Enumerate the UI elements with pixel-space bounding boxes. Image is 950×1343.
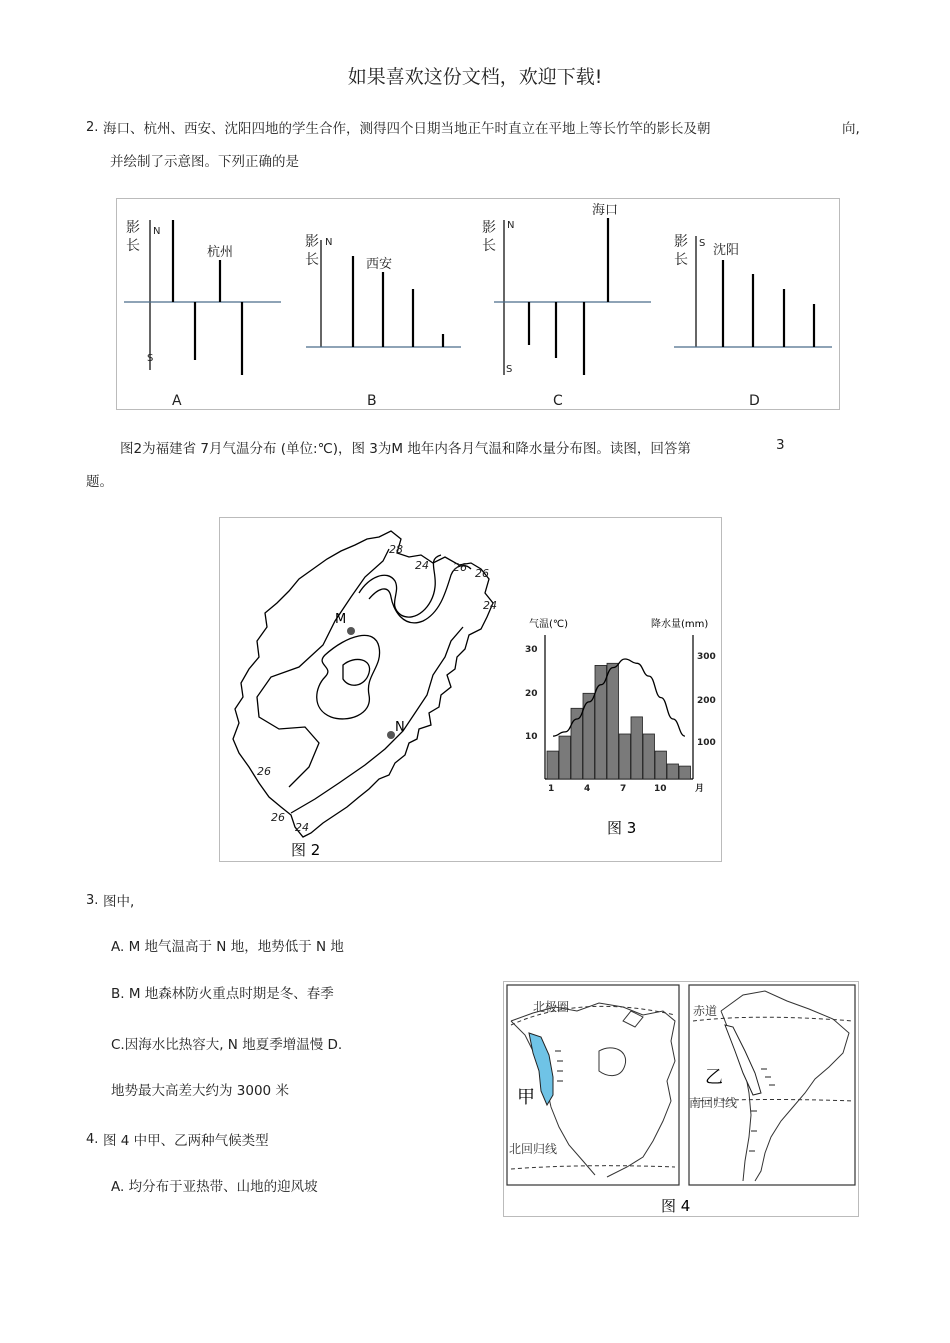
shadow-label-a-2: 长 xyxy=(126,238,140,254)
precipitation-bar xyxy=(667,764,679,779)
figure-4 xyxy=(503,981,859,1217)
precipitation-bar xyxy=(631,717,643,779)
isotherm-label: 24 xyxy=(295,821,309,834)
question-4-number: 4. xyxy=(86,1132,99,1147)
equator-label: 赤道 xyxy=(693,1004,718,1018)
south-label-a: S xyxy=(147,353,154,364)
question-4-stem: 图 4 中甲、乙两种气候类型 xyxy=(103,1133,269,1149)
isotherm-label: 24 xyxy=(483,599,497,612)
figure-3-caption: 图 3 xyxy=(607,819,637,837)
shadow-label-a-1: 影 xyxy=(126,220,140,236)
panel-letter-c: C xyxy=(553,393,563,409)
figure-2-3 xyxy=(219,517,722,862)
city-label-hangzhou: 杭州 xyxy=(207,245,234,260)
shadow-figure xyxy=(116,198,840,410)
panel-letter-b: B xyxy=(367,393,377,409)
x-tick-label: 1 xyxy=(548,784,555,794)
shadow-label-c-2: 长 xyxy=(482,238,496,254)
x-tick-label: 4 xyxy=(584,784,591,794)
question-3-option-d: 地势最大高差大约为 3000 米 xyxy=(111,1083,289,1099)
precipitation-bar xyxy=(679,766,691,779)
shadow-figure-frame xyxy=(117,199,840,410)
question-2-line1: 海口、杭州、西安、沈阳四地的学生合作，测得四个日期当地正午时直立在平地上等长竹竿的影长及朝 xyxy=(103,121,711,137)
point-m-marker xyxy=(347,627,355,635)
isotherm-label: 26 xyxy=(257,765,271,778)
left-tick-label: 10 xyxy=(525,732,538,742)
south-label-c: S xyxy=(506,364,513,375)
left-tick-label: 20 xyxy=(525,689,538,699)
tropic-of-cancer-label: 北回归线 xyxy=(509,1142,558,1156)
intro-line1: 图2为福建省 7月气温分布 (单位:℃)，图 3为M 地年内各月气温和降水量分布图。读图，回答第 xyxy=(120,441,691,457)
isotherm-label: 26 xyxy=(271,811,285,824)
point-n-marker xyxy=(387,731,395,739)
label-yi: 乙 xyxy=(705,1067,723,1088)
right-axis-label: 降水量(mm) xyxy=(651,619,709,630)
question-3-option-c: C.因海水比热容大, N 地夏季增温慢 D. xyxy=(111,1037,343,1053)
isotherm-label: 26 xyxy=(453,561,467,574)
precipitation-bar xyxy=(619,734,631,779)
north-label-a: N xyxy=(153,226,161,237)
left-tick-label: 30 xyxy=(525,645,538,655)
figure-4-caption: 图 4 xyxy=(661,1197,691,1215)
precipitation-bar xyxy=(643,734,655,779)
isotherm-label: 24 xyxy=(415,559,429,572)
intro-question-number: 3 xyxy=(776,437,785,453)
question-2-number: 2. xyxy=(86,120,99,135)
city-label-xian: 西安 xyxy=(366,257,393,272)
point-n-label: N xyxy=(395,720,405,735)
panel-letter-a: A xyxy=(172,393,182,409)
north-label-b: N xyxy=(325,237,333,248)
shadow-label-b-1: 影 xyxy=(305,234,319,250)
isotherm-label: 26 xyxy=(475,567,489,580)
label-jia: 甲 xyxy=(517,1087,535,1108)
question-4-option-a: A. 均分布于亚热带、山地的迎风坡 xyxy=(111,1179,318,1195)
right-tick-label: 300 xyxy=(697,652,716,662)
tropic-of-capricorn-label: 南回归线 xyxy=(689,1096,738,1110)
page-title: 如果喜欢这份文档，欢迎下载! xyxy=(347,66,603,88)
precipitation-bar xyxy=(547,751,559,779)
north-label-c: N xyxy=(507,220,515,231)
panel-letter-d: D xyxy=(749,393,760,409)
city-label-haikou: 海口 xyxy=(592,203,619,218)
precipitation-bar xyxy=(655,751,667,779)
point-m-label: M xyxy=(335,612,347,627)
question-2-line1-end: 向, xyxy=(842,121,860,137)
question-3-number: 3. xyxy=(86,893,99,908)
question-3-option-b: B. M 地森林防火重点时期是冬、春季 xyxy=(111,986,334,1002)
shadow-label-d-2: 长 xyxy=(674,252,688,268)
shadow-label-b-2: 长 xyxy=(305,252,319,268)
question-3-option-a: A. M 地气温高于 N 地，地势低于 N 地 xyxy=(111,939,344,955)
shadow-label-c-1: 影 xyxy=(482,220,496,236)
intro-line2: 题。 xyxy=(86,474,113,490)
left-axis-label: 气温(℃) xyxy=(529,619,569,630)
shadow-label-d-1: 影 xyxy=(674,234,688,250)
city-label-shenyang: 沈阳 xyxy=(713,243,740,258)
question-2-line2: 并绘制了示意图。下列正确的是 xyxy=(110,154,299,170)
arctic-circle-label: 北极圈 xyxy=(533,1000,570,1014)
right-tick-label: 200 xyxy=(697,696,716,706)
isotherm-label: 28 xyxy=(389,543,403,556)
precipitation-bar xyxy=(607,663,619,779)
question-3-stem: 图中, xyxy=(103,894,135,910)
x-axis-label: 月 xyxy=(695,784,705,794)
precipitation-bar xyxy=(559,736,571,779)
south-label-d: S xyxy=(699,238,706,249)
right-tick-label: 100 xyxy=(697,738,716,748)
x-tick-label: 10 xyxy=(654,784,667,794)
x-tick-label: 7 xyxy=(620,784,627,794)
figure-2-caption: 图 2 xyxy=(291,841,321,859)
